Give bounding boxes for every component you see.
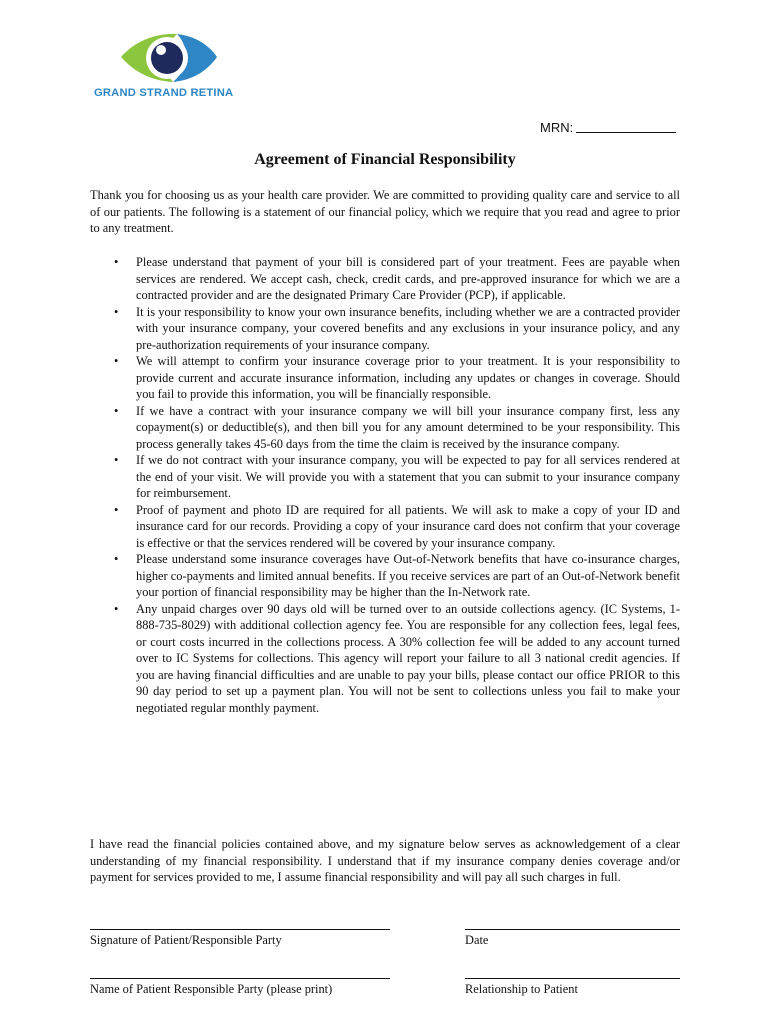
list-item-text: We will attempt to confirm your insurance coverage prior to your treatment. It is your responsibility to provide current and accurate insurance information, including any updates or changes in coverage. Should you fail to provide this information, you will be financially responsible. bbox=[136, 354, 680, 401]
intro-paragraph: Thank you for choosing us as your health care provider. We are committed to providing quality care and service to all of our patients. The following is a statement of our financial policy, which we require that you read and agree to prior to any treatment. bbox=[90, 188, 680, 235]
printed-name-field bbox=[90, 965, 390, 997]
list-item bbox=[90, 452, 680, 502]
list-item bbox=[90, 304, 680, 354]
bullet-icon: • bbox=[114, 601, 119, 616]
list-item-text: If we do not contract with your insurance company, you will be expected to pay for all services rendered at the end of your visit. We will provide you with a statement that you can submit to your insurance company for reimbursement. bbox=[136, 453, 680, 500]
list-item-text: Please understand that payment of your bill is considered part of your treatment. Fees are payable when services are rendered. We accept cash, check, credit cards, and pre-approved insurance for which we are a contracted provider and are the designated Primary Care Provider (PCP), if applicable. bbox=[136, 255, 680, 302]
list-item bbox=[90, 403, 680, 453]
list-item-text: If we have a contract with your insurance company we will bill your insurance company first, less any copayment(s) or deductible(s), and then bill you for any amount determined to be your responsibility. This process generally takes 45-60 days from the time the claim is received by the insurance company. bbox=[136, 403, 680, 451]
list-item bbox=[90, 254, 680, 304]
acknowledgement-paragraph: I have read the financial policies contained above, and my signature below serves as acknowledgement of a clear understanding of my financial responsibility. I understand that if my insurance company denies coverage and/or payment for services provided to me, I assume financial responsibility and will pay all such charges in full. bbox=[90, 837, 680, 884]
logo bbox=[92, 33, 247, 103]
bullet-icon: • bbox=[114, 403, 119, 418]
list-item-text: Proof of payment and photo ID are required for all patients. We will ask to make a copy of your ID and insurance card for our records. Providing a copy of your insurance card does not confirm that your coverage is effective or that the services rendered will be covered by your insurance company. bbox=[136, 502, 680, 550]
list-item-text: Any unpaid charges over 90 days old will be turned over to an outside collections agency. (IC Systems, 1-888-735-8029) with additional collection agency fee. You are responsible for any collection fees, legal fees, or court costs incurred in the collections process. A 30% collection fee will be added to any account turned over to IC Systems for collections. This agency will report your failure to all 3 national credit agencies. If you are having financial difficulties and are unable to pay your bills, please contact our office PRIOR to this 90 day period to set up a payment plan. You will not be sent to collections unless you fail to make your negotiated regular monthly payment. bbox=[136, 601, 680, 715]
date-label: Date bbox=[465, 933, 489, 947]
list-item bbox=[90, 601, 680, 717]
date-line[interactable] bbox=[465, 916, 680, 930]
bullet-icon: • bbox=[114, 304, 119, 319]
list-item-text: It is your responsibility to know your own insurance benefits, including whether we are a contracted provider with your insurance company, your covered benefits and any exclusions in your insurance policy, and any pre-authorization requirements of your insurance company. bbox=[136, 304, 680, 352]
mrn-field bbox=[540, 120, 676, 135]
page-title: Agreement of Financial Responsibility bbox=[254, 151, 516, 168]
list-item-text: Please understand some insurance coverages have Out-of-Network benefits that have co-insurance charges, higher co-payments and limited annual benefits. If you receive services are part of an Out-of-Network benefit your portion of financial responsibility may be higher than the In-Network rate. bbox=[136, 552, 680, 599]
relationship-line[interactable] bbox=[465, 965, 680, 979]
date-field bbox=[465, 916, 680, 948]
mrn-blank-line[interactable] bbox=[576, 120, 676, 133]
list-item bbox=[90, 551, 680, 601]
printed-name-line[interactable] bbox=[90, 965, 390, 979]
printed-name-label: Name of Patient Responsible Party (please print) bbox=[90, 982, 333, 996]
eye-logo-icon bbox=[119, 33, 219, 85]
bullet-icon: • bbox=[114, 255, 119, 269]
list-item bbox=[90, 353, 680, 403]
bullet-icon: • bbox=[114, 453, 119, 467]
signature-label: Signature of Patient/Responsible Party bbox=[90, 933, 282, 947]
bullet-icon: • bbox=[114, 552, 119, 566]
policy-list bbox=[90, 254, 680, 716]
bullet-icon: • bbox=[114, 502, 119, 517]
signature-field bbox=[90, 916, 390, 948]
mrn-label: MRN: bbox=[540, 120, 574, 135]
signature-line[interactable] bbox=[90, 916, 390, 930]
list-item bbox=[90, 502, 680, 552]
relationship-label: Relationship to Patient bbox=[465, 982, 578, 996]
relationship-field bbox=[465, 965, 680, 997]
bullet-icon: • bbox=[114, 354, 119, 368]
logo-text: GRAND STRAND RETINA bbox=[94, 87, 234, 99]
